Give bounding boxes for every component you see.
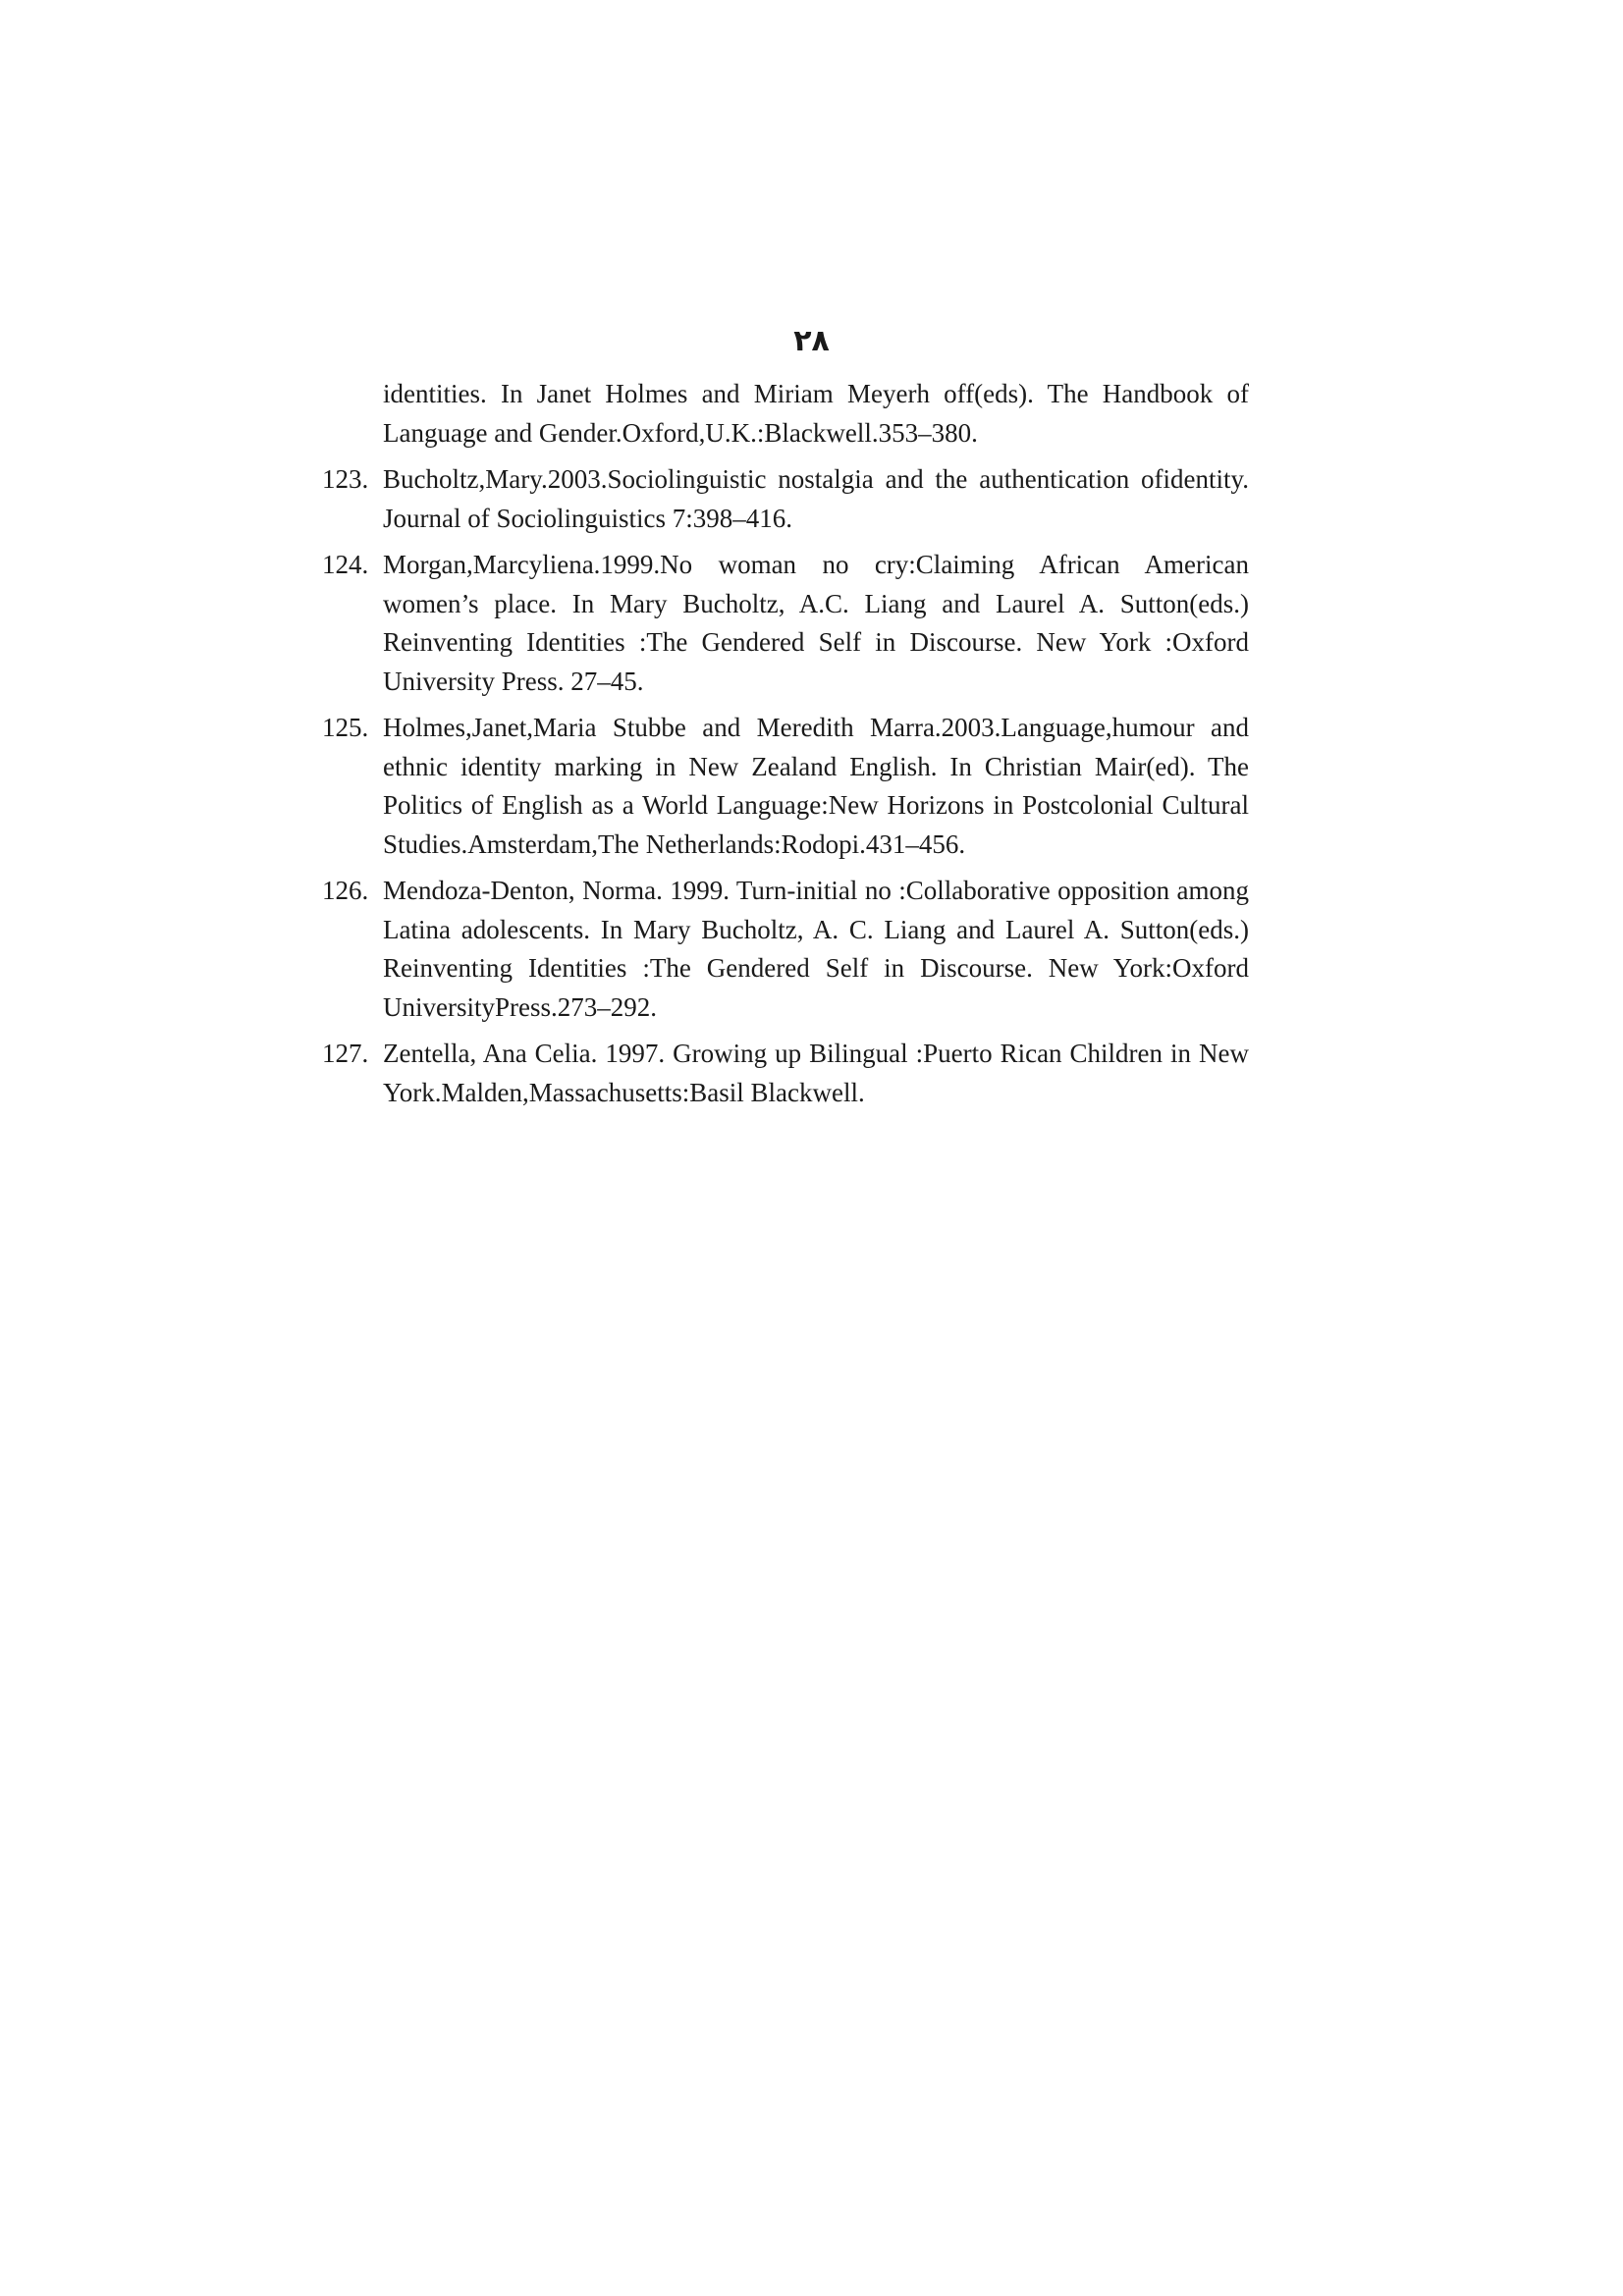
page-number: ۲۸ — [793, 324, 830, 358]
reference-item — [322, 460, 1249, 538]
reference-number: 127. — [322, 1039, 369, 1068]
reference-item — [322, 546, 1249, 701]
reference-item — [322, 872, 1249, 1027]
reference-text: Zentella, Ana Celia. 1997. Growing up Bilingual :Puerto Rican Children in New York.Malden,Massachusetts:Basil Blackwell. — [383, 1039, 1249, 1107]
reference-item — [322, 709, 1249, 864]
reference-list — [322, 375, 1249, 1120]
reference-item — [322, 1035, 1249, 1112]
reference-number: 125. — [322, 713, 369, 742]
reference-text: Bucholtz,Mary.2003.Sociolinguistic nostalgia and the authentication ofidentity. Journal of Sociolinguistics 7:398–416. — [383, 464, 1249, 533]
reference-continuation: identities. In Janet Holmes and Miriam Meyerh off(eds). The Handbook of Language and Gender.Oxford,U.K.:Blackwell.353–380. — [383, 379, 1249, 448]
reference-number: 124. — [322, 550, 369, 579]
reference-text: Holmes,Janet,Maria Stubbe and Meredith Marra.2003.Language,humour and ethnic identity marking in New Zealand English. In Christian Mair(ed). The Politics of English as a World Language:New Horizons in Postcolonial Cultural Studies.Amsterdam,The Netherlands:Rodopi.431–456. — [383, 713, 1249, 859]
reference-text: Morgan,Marcyliena.1999.No woman no cry:Claiming African American women’s place. In Mary Bucholtz, A.C. Liang and Laurel A. Sutton(eds.) Reinventing Identities :The Gendered Self in Discourse. New York :Oxford University Press. 27–45. — [383, 550, 1249, 696]
reference-number: 126. — [322, 876, 369, 905]
reference-number: 123. — [322, 464, 369, 494]
reference-text: Mendoza-Denton, Norma. 1999. Turn-initial no :Collaborative opposition among Latina adolescents. In Mary Bucholtz, A. C. Liang and Laurel A. Sutton(eds.) Reinventing Identities :The Gendered Self in Discourse. New York:Oxford UniversityPress.273–292. — [383, 876, 1249, 1022]
